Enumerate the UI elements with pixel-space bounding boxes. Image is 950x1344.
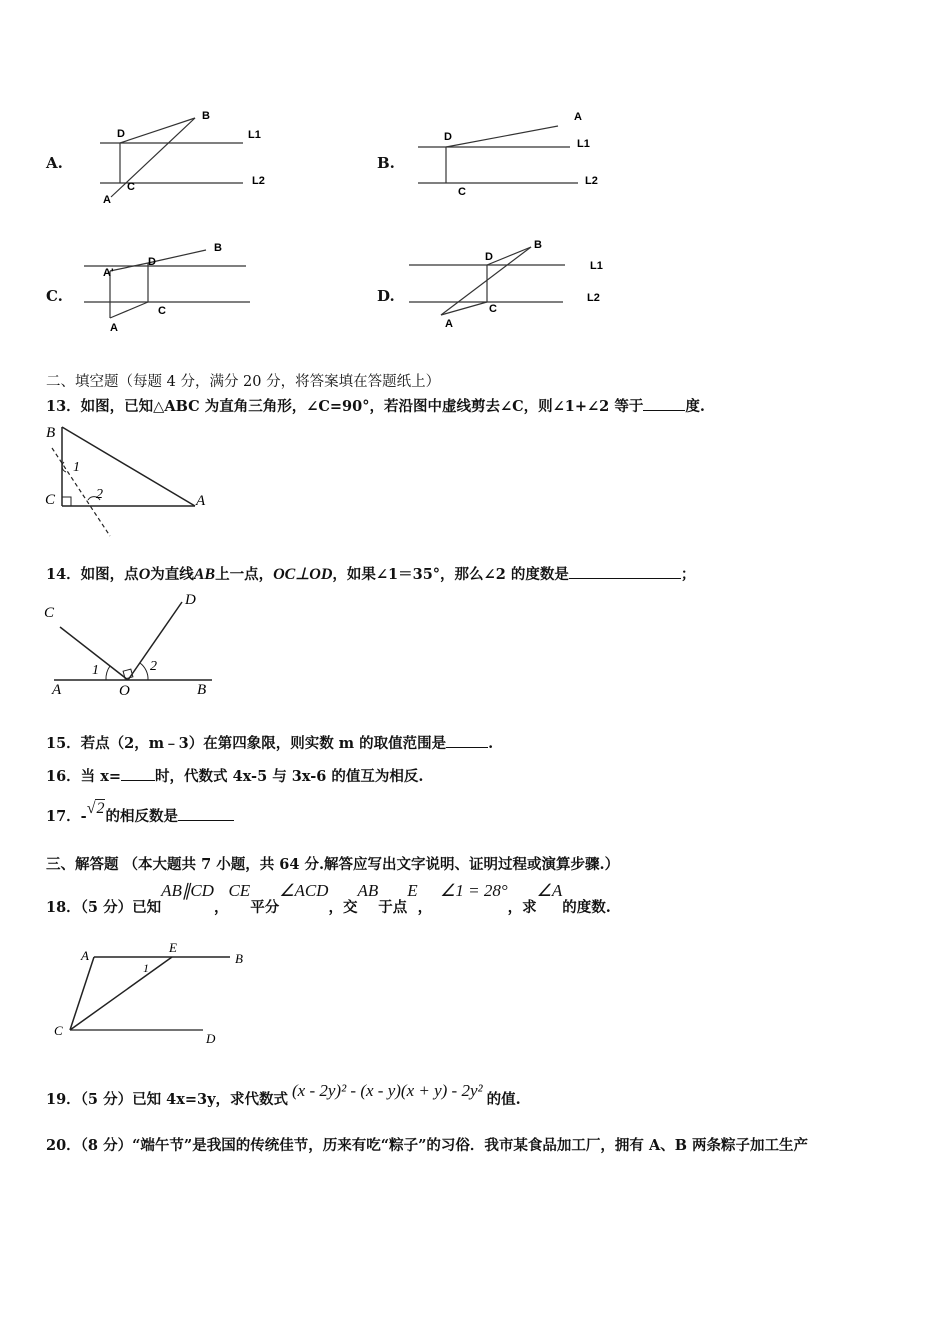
point-b: B	[214, 242, 222, 254]
segment-db	[120, 118, 195, 143]
question-13	[46, 395, 705, 416]
segment-da	[446, 126, 558, 147]
sqrt-expression: √2	[86, 800, 105, 817]
point-c: C	[458, 186, 466, 198]
right-angle-mark	[62, 497, 71, 506]
question-19: 19．（5 分）已知 4x=3y，求代数式 (x - 2y)² - (x - y)(x + y) - 2y² 的值.	[46, 1081, 521, 1108]
point-b: B	[534, 239, 542, 251]
point-a: A	[445, 318, 453, 330]
point-a: A	[574, 111, 582, 123]
q13-text-end: 度.	[685, 398, 705, 415]
option-d-figure	[405, 235, 615, 335]
point-e: E	[169, 940, 177, 955]
label-l1: L1	[248, 129, 261, 141]
point-d: D	[117, 128, 125, 140]
label-l2: L2	[585, 175, 598, 187]
segment-a-prime-d	[110, 263, 148, 271]
point-d: D	[485, 251, 493, 263]
option-c-figure	[78, 238, 258, 338]
point-a: A	[103, 194, 111, 206]
angle-1-label: 1	[143, 961, 149, 975]
point-c: C	[127, 181, 135, 193]
point-b: B	[235, 951, 243, 966]
q13-answer-blank[interactable]	[643, 396, 685, 411]
vertex-b: B	[46, 425, 56, 441]
q15-answer-blank[interactable]	[446, 733, 488, 748]
point-a: A	[81, 948, 89, 963]
point-c: C	[489, 303, 497, 315]
vertex-a: A	[196, 493, 206, 509]
question-17: 17．-√2的相反数是	[46, 805, 234, 826]
option-a-label: A.	[46, 154, 63, 172]
segment-ac	[110, 302, 148, 318]
segment-ca	[70, 957, 94, 1030]
segment-ac	[441, 302, 487, 315]
angle-2-label: 2	[150, 659, 157, 674]
label-l1: L1	[590, 260, 603, 272]
q14-figure	[40, 590, 230, 705]
label-l1: L1	[577, 138, 590, 150]
option-a-figure	[95, 105, 285, 210]
point-a: A	[52, 682, 62, 698]
q19-expression: (x - 2y)² - (x - y)(x + y) - 2y²	[292, 1081, 483, 1100]
segment-db	[487, 247, 531, 265]
q16-answer-blank[interactable]	[121, 766, 155, 781]
point-c: C	[158, 305, 166, 317]
vertex-c: C	[45, 492, 56, 508]
q14-answer-blank[interactable]	[569, 564, 681, 579]
point-a-prime: A'	[103, 267, 114, 279]
question-16: 16．当 x= 时，代数式 4x-5 与 3x-6 的值互为相反.	[46, 768, 424, 785]
point-b: B	[202, 110, 210, 122]
q13-text: 13．如图，已知△ABC 为直角三角形，∠C=90°，若沿图中虚线剪去∠C，则∠1+∠2 等于	[46, 398, 644, 415]
point-d: D	[444, 131, 452, 143]
point-d: D	[206, 1031, 216, 1046]
angle-2-label: 2	[96, 487, 103, 502]
segment-db	[148, 250, 206, 263]
q18-figure	[48, 940, 258, 1050]
point-c: C	[44, 605, 55, 621]
option-d-label: D.	[377, 287, 395, 305]
q17-answer-blank[interactable]	[178, 806, 234, 821]
q13-figure	[40, 420, 230, 540]
angle-1-label: 1	[73, 460, 80, 475]
option-b-label: B.	[377, 154, 395, 172]
question-20: 20．（8 分）“端午节”是我国的传统佳节，历来有吃“粽子”的习俗．我市某食品加工厂，拥有 A、B 两条粽子加工生产	[46, 1137, 809, 1154]
angle2-arc	[140, 663, 148, 680]
section2-heading: 二、填空题（每题 4 分，满分 20 分，将答案填在答题纸上）	[46, 374, 441, 390]
option-b-figure	[410, 105, 625, 205]
point-d: D	[185, 592, 196, 608]
side-ba	[62, 427, 195, 506]
label-l2: L2	[587, 292, 600, 304]
label-l2: L2	[252, 175, 265, 187]
segment-ce	[70, 957, 172, 1030]
angle-1-label: 1	[92, 663, 99, 678]
question-18: 18．（5 分）已知AB∥CD，CE平分∠ACD，交AB于点E，∠1 = 28°，求∠A的度数.	[46, 881, 611, 916]
question-14: 14．如图，点O为直线AB上一点，OC⊥OD，如果∠1＝35°，那么∠2 的度数是 ；	[46, 566, 696, 583]
option-c-label: C.	[46, 287, 63, 305]
question-15: 15．若点（2，m﹣3）在第四象限，则实数 m 的取值范围是 .	[46, 735, 494, 752]
point-d: D	[148, 256, 156, 268]
angle1-arc	[106, 666, 110, 680]
point-a: A	[110, 322, 118, 334]
point-b: B	[197, 682, 207, 698]
point-o: O	[119, 683, 130, 699]
section3-heading: 三、解答题 （本大题共 7 小题，共 64 分.解答应写出文字说明、证明过程或演算步骤.）	[46, 856, 620, 873]
point-c: C	[54, 1023, 63, 1038]
